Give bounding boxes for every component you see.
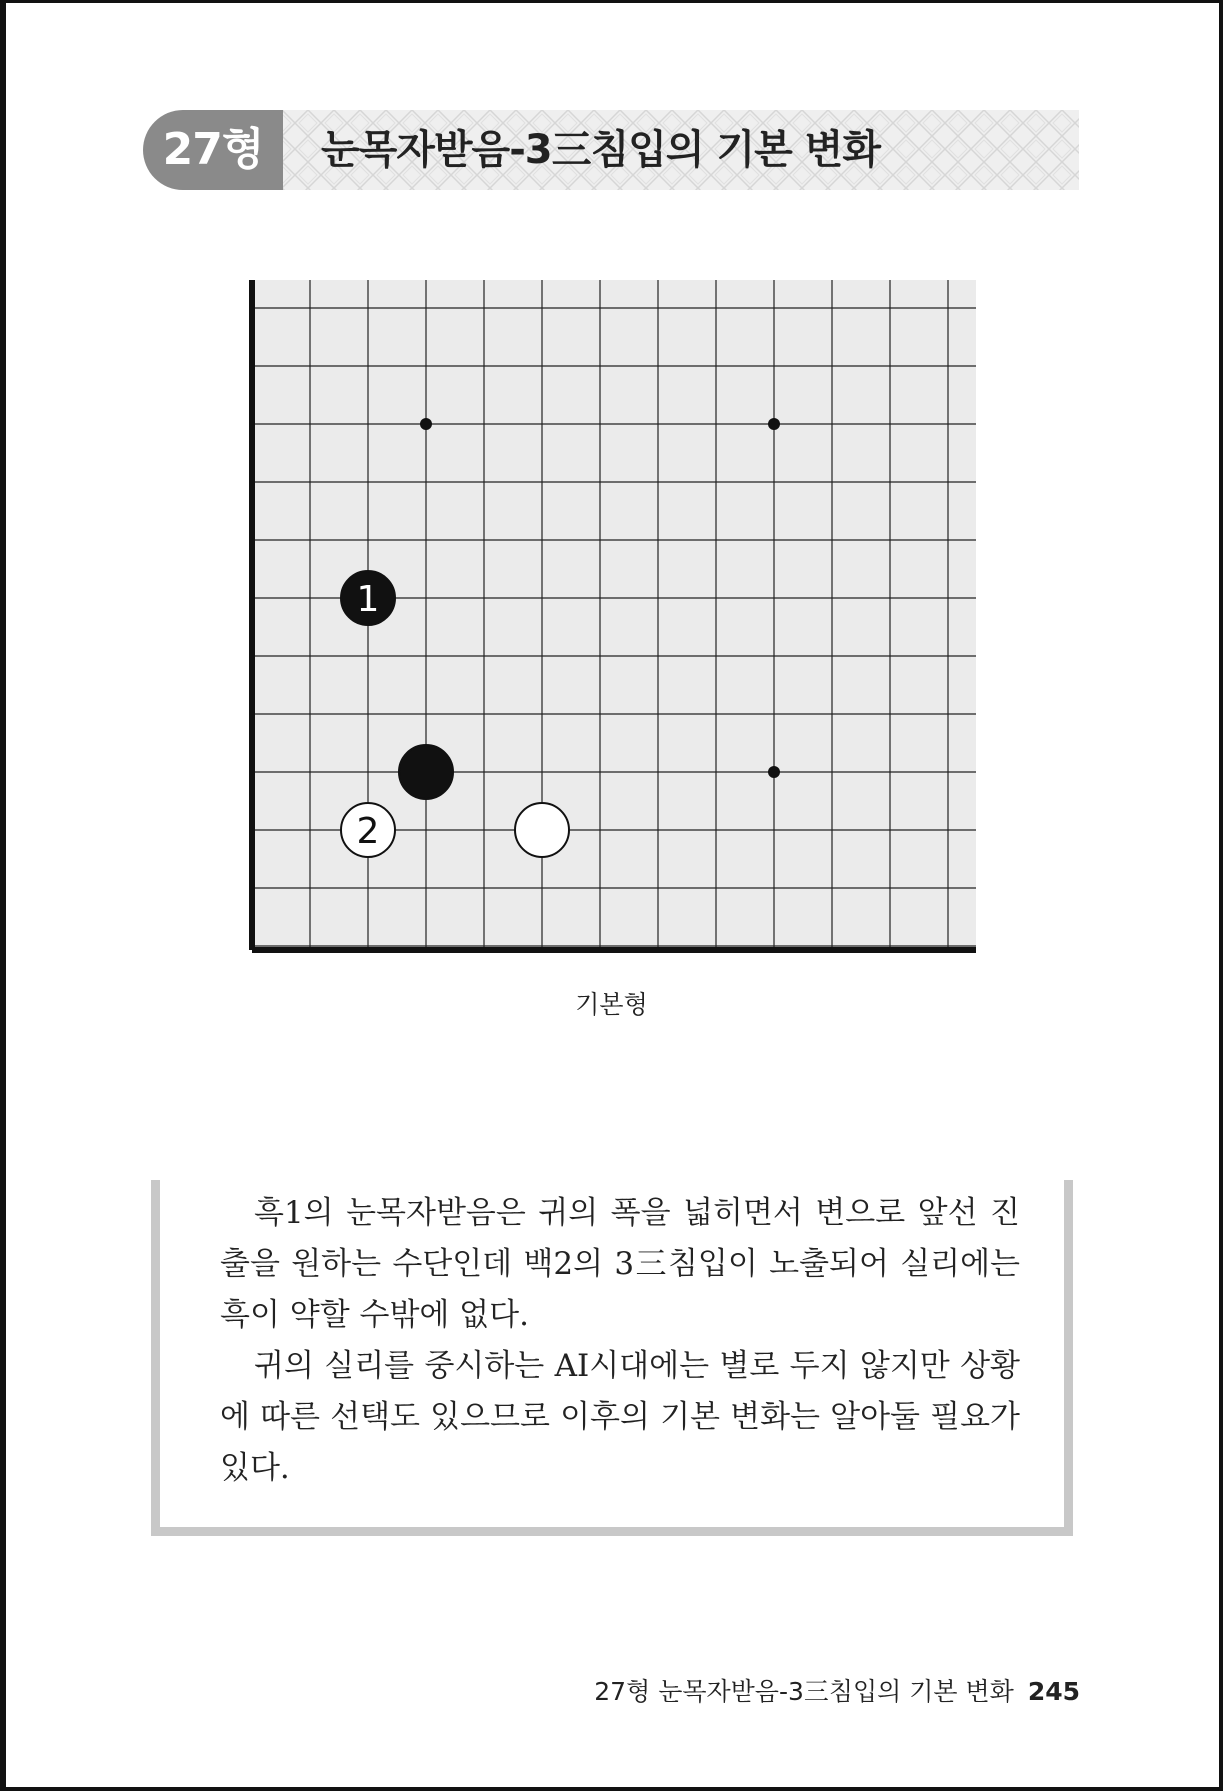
chapter-badge: 27형 bbox=[143, 110, 283, 190]
page-footer bbox=[594, 1672, 1080, 1708]
white-stone bbox=[515, 803, 569, 857]
chapter-header bbox=[143, 110, 1079, 190]
page-number: 245 bbox=[1027, 1677, 1080, 1706]
stone-number: 2 bbox=[356, 811, 380, 852]
commentary-box bbox=[151, 1180, 1073, 1536]
star-point bbox=[768, 766, 780, 778]
stone-number: 1 bbox=[356, 579, 380, 620]
black-stone bbox=[399, 745, 453, 799]
paragraph: 흑1의 눈목자받음은 귀의 폭을 넓히면서 변으로 앞선 진출을 원하는 수단인데 백2의 3三침입이 노출되어 실리에는 흑이 약할 수밖에 없다. bbox=[220, 1195, 1020, 1333]
star-point bbox=[420, 418, 432, 430]
running-title: 27형 눈목자받음-3三침입의 기본 변화 bbox=[594, 1677, 1014, 1706]
commentary-text bbox=[220, 1188, 1020, 1494]
go-board bbox=[246, 280, 986, 960]
go-board-diagram bbox=[246, 280, 986, 960]
diagram-caption: 기본형 bbox=[575, 990, 648, 1019]
star-point bbox=[768, 418, 780, 430]
chapter-title: 눈목자받음-3三침입의 기본 변화 bbox=[321, 127, 880, 173]
paragraph: 귀의 실리를 중시하는 AI시대에는 별로 두지 않지만 상황에 따른 선택도 있으므로 이후의 기본 변화는 알아둘 필요가 있다. bbox=[220, 1348, 1020, 1486]
